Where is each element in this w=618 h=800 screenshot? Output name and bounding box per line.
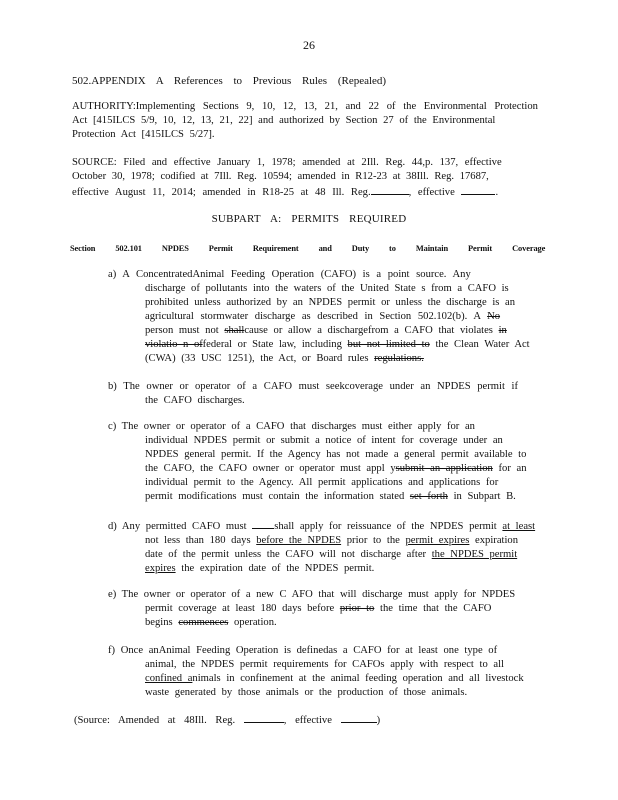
paragraph-text: federal or State law, including [202,339,342,350]
paragraph-text: cause or allow a dischargefrom a CAFO that violates [244,325,493,336]
paragraph-line: f) Once anAnimal Feeding Operation is definedas a CAFO for at least one type of [108,645,498,656]
source-line: October 30, 1978; codified at 7Ill. Reg. 10594; amended in R12-23 at 38Ill. Reg. 17687, [72,171,489,182]
paragraph-text: person must not [145,325,219,336]
paragraph-line: waste generated by those animals or the production of those animals. [145,687,468,698]
paragraph-b [108,380,540,408]
deleted-text: set forth [409,491,448,502]
paragraph-line: c) The owner or operator of a CAFO that discharges must either apply for an [108,421,475,432]
paragraph-text: the expiration date of the NPDES permit. [181,563,375,574]
paragraph-text: nimals in confinement at the animal feeding operation and all livestock [192,673,524,684]
source-text: ) [376,715,381,726]
authority-note [72,100,538,142]
paragraph-text: agricultural stormwater discharge as described in Section 502.102(b). A [145,311,481,322]
paragraph-f [108,644,540,700]
source-text: , effective [408,187,455,198]
paragraph-text: begins [145,617,173,628]
paragraph-text: for an [498,463,527,474]
source-line: effective August 11, 2014; amended in R18-25 at 48 Ill. Reg. [72,187,371,198]
subpart-heading: SUBPART A: PERMITS REQUIRED [211,213,407,225]
source-text: . [495,187,499,198]
deleted-text: No [487,311,501,322]
deleted-text: in [498,325,507,336]
paragraph-line: animal, the NPDES permit requirements for CAFOs apply with respect to all [145,659,504,670]
paragraph-text: date of the permit unless the CAFO will not discharge after [145,549,427,560]
deleted-text: commences [178,617,229,628]
paragraph-line: e) The owner or operator of a new C AFO that will discharge must apply for NPDES [108,589,516,600]
inserted-text: before the NPDES [256,535,342,546]
deleted-text: submit an application [395,463,493,474]
authority-line: AUTHORITY:Implementing Sections 9, 10, 12, 13, 21, and 22 of the Environmental Protection [72,101,538,112]
paragraph-line: individual permit to the Agency. All permit applications and applications for [145,477,499,488]
paragraph-e [108,588,540,630]
paragraph-c [108,420,540,504]
paragraph-text: the CAFO, the CAFO owner or operator must appl y [145,463,396,474]
source-text: (Source: Amended at 48Ill. Reg. [74,715,236,726]
blank-line [371,184,409,195]
deleted-text: but not limited to [347,339,430,350]
deleted-text: regulations. [374,353,424,364]
paragraph-line: the CAFO discharges. [145,395,245,406]
paragraph-line: individual NPDES permit or submit a notice of intent for coverage under an [145,435,503,446]
appendix-title: 502.APPENDIX A References to Previous Rules (Repealed) [72,75,387,87]
inserted-text: at least [502,521,536,532]
paragraph-text: (CWA) (33 USC 1251), the Act, or Board rules [145,353,369,364]
blank-line [461,184,495,195]
paragraph-text: shall apply for reissuance of the NPDES permit [274,521,497,532]
paragraph-line: a) A ConcentratedAnimal Feeding Operation (CAFO) is a point source. Any [108,269,471,280]
paragraph-text: permit coverage at least 180 days before [145,603,335,614]
blank-line [244,712,284,723]
paragraph-text: not less than 180 days [145,535,251,546]
inserted-text: permit expires [405,535,470,546]
paragraph-line: NPDES general permit. If the Agency has not made a general permit available to [145,449,527,460]
paragraph-text: d) Any permitted CAFO must [108,521,247,532]
paragraph-line: prohibited unless authorized by an NPDES permit or unless the discharge is an [145,297,516,308]
source-text: , effective [283,715,332,726]
paragraph-text: the time that the CAFO [380,603,492,614]
paragraph-text: operation. [234,617,277,628]
source-note [72,156,528,200]
paragraph-line: discharge of pollutants into the waters of the United State s from a CAFO is [145,283,509,294]
source-amendment-note [74,712,380,728]
page-number: 26 [303,38,315,52]
paragraph-d [108,518,540,576]
blank-line [252,518,274,529]
paragraph-text: prior to the [346,535,400,546]
paragraph-a [108,268,540,366]
inserted-text: expires [145,563,176,574]
deleted-text: violatio n of [145,339,203,350]
inserted-text: confined a [145,673,193,684]
paragraph-line: b) The owner or operator of a CAFO must seekcoverage under an NPDES permit if [108,381,519,392]
paragraph-text: the Clean Water Act [435,339,530,350]
authority-line: Protection Act [415ILCS 5/27]. [72,129,215,140]
deleted-text: shall [224,325,245,336]
section-heading: Section 502.101 NPDES Permit Requirement and Duty to Maintain Permit Coverage [70,244,546,253]
blank-line [341,712,377,723]
paragraph-text: in Subpart B. [453,491,516,502]
paragraph-text: expiration [475,535,518,546]
authority-line: Act [415ILCS 5/9, 10, 12, 13, 21, 22] and authorized by Section 27 of the Environmental [72,115,496,126]
paragraph-text: permit modifications must contain the information stated [145,491,405,502]
inserted-text: the NPDES permit [431,549,518,560]
source-line: SOURCE: Filed and effective January 1, 1978; amended at 2Ill. Reg. 44,p. 137, effective [72,157,502,168]
deleted-text: prior to [339,603,375,614]
